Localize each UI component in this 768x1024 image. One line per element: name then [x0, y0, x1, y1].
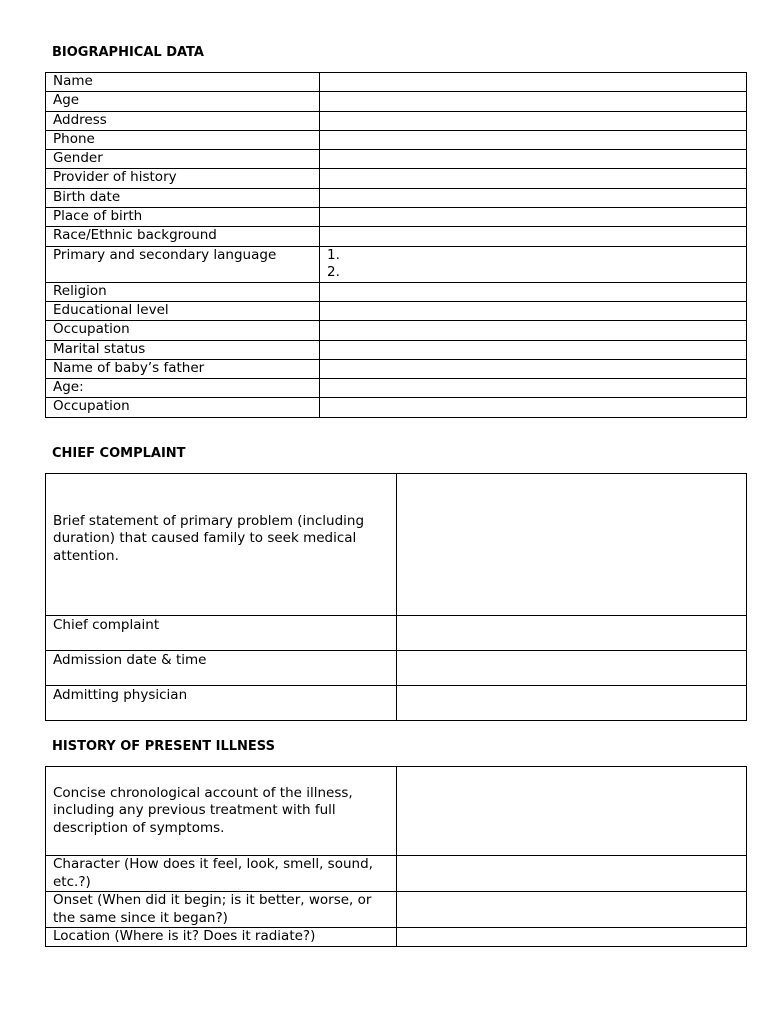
history-of-present-illness-heading: HISTORY OF PRESENT ILLNESS	[52, 739, 275, 754]
language-label: Primary and secondary language	[46, 246, 320, 282]
table-row	[46, 474, 747, 616]
onset-label: Onset (When did it begin; is it better, worse, or the same since it began?)	[46, 892, 397, 928]
gender-field[interactable]	[320, 150, 747, 169]
location-field[interactable]	[397, 928, 747, 947]
marital-status-field[interactable]	[320, 340, 747, 359]
address-field[interactable]	[320, 111, 747, 130]
chief-complaint-table	[45, 473, 747, 721]
history-of-present-illness-table	[45, 766, 747, 947]
admitting-physician-label: Admitting physician	[46, 686, 397, 721]
birth-date-label: Birth date	[46, 188, 320, 207]
phone-label: Phone	[46, 130, 320, 149]
language-item-2: 2.	[327, 264, 340, 281]
brief-statement-label: Brief statement of primary problem (including duration) that caused family to seek medical attention.	[46, 474, 397, 616]
biographical-data-table	[45, 72, 747, 418]
chief-complaint-label: Chief complaint	[46, 616, 397, 651]
table-row	[46, 282, 747, 301]
table-row	[46, 398, 747, 417]
character-field[interactable]	[397, 856, 747, 892]
language-item-1: 1.	[327, 246, 340, 263]
table-row	[46, 246, 747, 282]
age-field[interactable]	[320, 92, 747, 111]
birth-date-field[interactable]	[320, 188, 747, 207]
table-row	[46, 130, 747, 149]
provider-of-history-label: Provider of history	[46, 169, 320, 188]
admission-date-time-label: Admission date & time	[46, 651, 397, 686]
table-row	[46, 616, 747, 651]
table-row	[46, 379, 747, 398]
educational-level-label: Educational level	[46, 301, 320, 320]
character-label: Character (How does it feel, look, smell, sound, etc.?)	[46, 856, 397, 892]
admitting-physician-field[interactable]	[397, 686, 747, 721]
table-row	[46, 686, 747, 721]
religion-label: Religion	[46, 282, 320, 301]
babys-father-name-field[interactable]	[320, 359, 747, 378]
age-label: Age	[46, 92, 320, 111]
gender-label: Gender	[46, 150, 320, 169]
chief-complaint-field[interactable]	[397, 616, 747, 651]
provider-of-history-field[interactable]	[320, 169, 747, 188]
phone-field[interactable]	[320, 130, 747, 149]
father-occupation-field[interactable]	[320, 398, 747, 417]
table-row	[46, 767, 747, 856]
table-row	[46, 651, 747, 686]
babys-father-name-label: Name of baby’s father	[46, 359, 320, 378]
race-ethnic-background-label: Race/Ethnic background	[46, 227, 320, 246]
marital-status-label: Marital status	[46, 340, 320, 359]
table-row	[46, 208, 747, 227]
chief-complaint-heading: CHIEF COMPLAINT	[52, 446, 186, 461]
name-label: Name	[46, 73, 320, 92]
place-of-birth-field[interactable]	[320, 208, 747, 227]
race-ethnic-background-field[interactable]	[320, 227, 747, 246]
table-row	[46, 111, 747, 130]
table-row	[46, 150, 747, 169]
occupation-label: Occupation	[46, 321, 320, 340]
table-row	[46, 92, 747, 111]
table-row	[46, 892, 747, 928]
father-age-label: Age:	[46, 379, 320, 398]
table-row	[46, 73, 747, 92]
table-row	[46, 856, 747, 892]
table-row	[46, 227, 747, 246]
father-age-field[interactable]	[320, 379, 747, 398]
father-occupation-label: Occupation	[46, 398, 320, 417]
biographical-data-heading: BIOGRAPHICAL DATA	[52, 45, 204, 60]
table-row	[46, 928, 747, 947]
table-row	[46, 340, 747, 359]
table-row	[46, 359, 747, 378]
location-label: Location (Where is it? Does it radiate?)	[46, 928, 397, 947]
admission-date-time-field[interactable]	[397, 651, 747, 686]
onset-field[interactable]	[397, 892, 747, 928]
table-row	[46, 321, 747, 340]
brief-statement-field[interactable]	[397, 474, 747, 616]
religion-field[interactable]	[320, 282, 747, 301]
occupation-field[interactable]	[320, 321, 747, 340]
name-field[interactable]	[320, 73, 747, 92]
language-field[interactable]	[320, 246, 747, 282]
table-row	[46, 169, 747, 188]
chronological-account-label: Concise chronological account of the illness, including any previous treatment with full description of symptoms.	[46, 767, 397, 856]
place-of-birth-label: Place of birth	[46, 208, 320, 227]
educational-level-field[interactable]	[320, 301, 747, 320]
address-label: Address	[46, 111, 320, 130]
table-row	[46, 188, 747, 207]
table-row	[46, 301, 747, 320]
chronological-account-field[interactable]	[397, 767, 747, 856]
